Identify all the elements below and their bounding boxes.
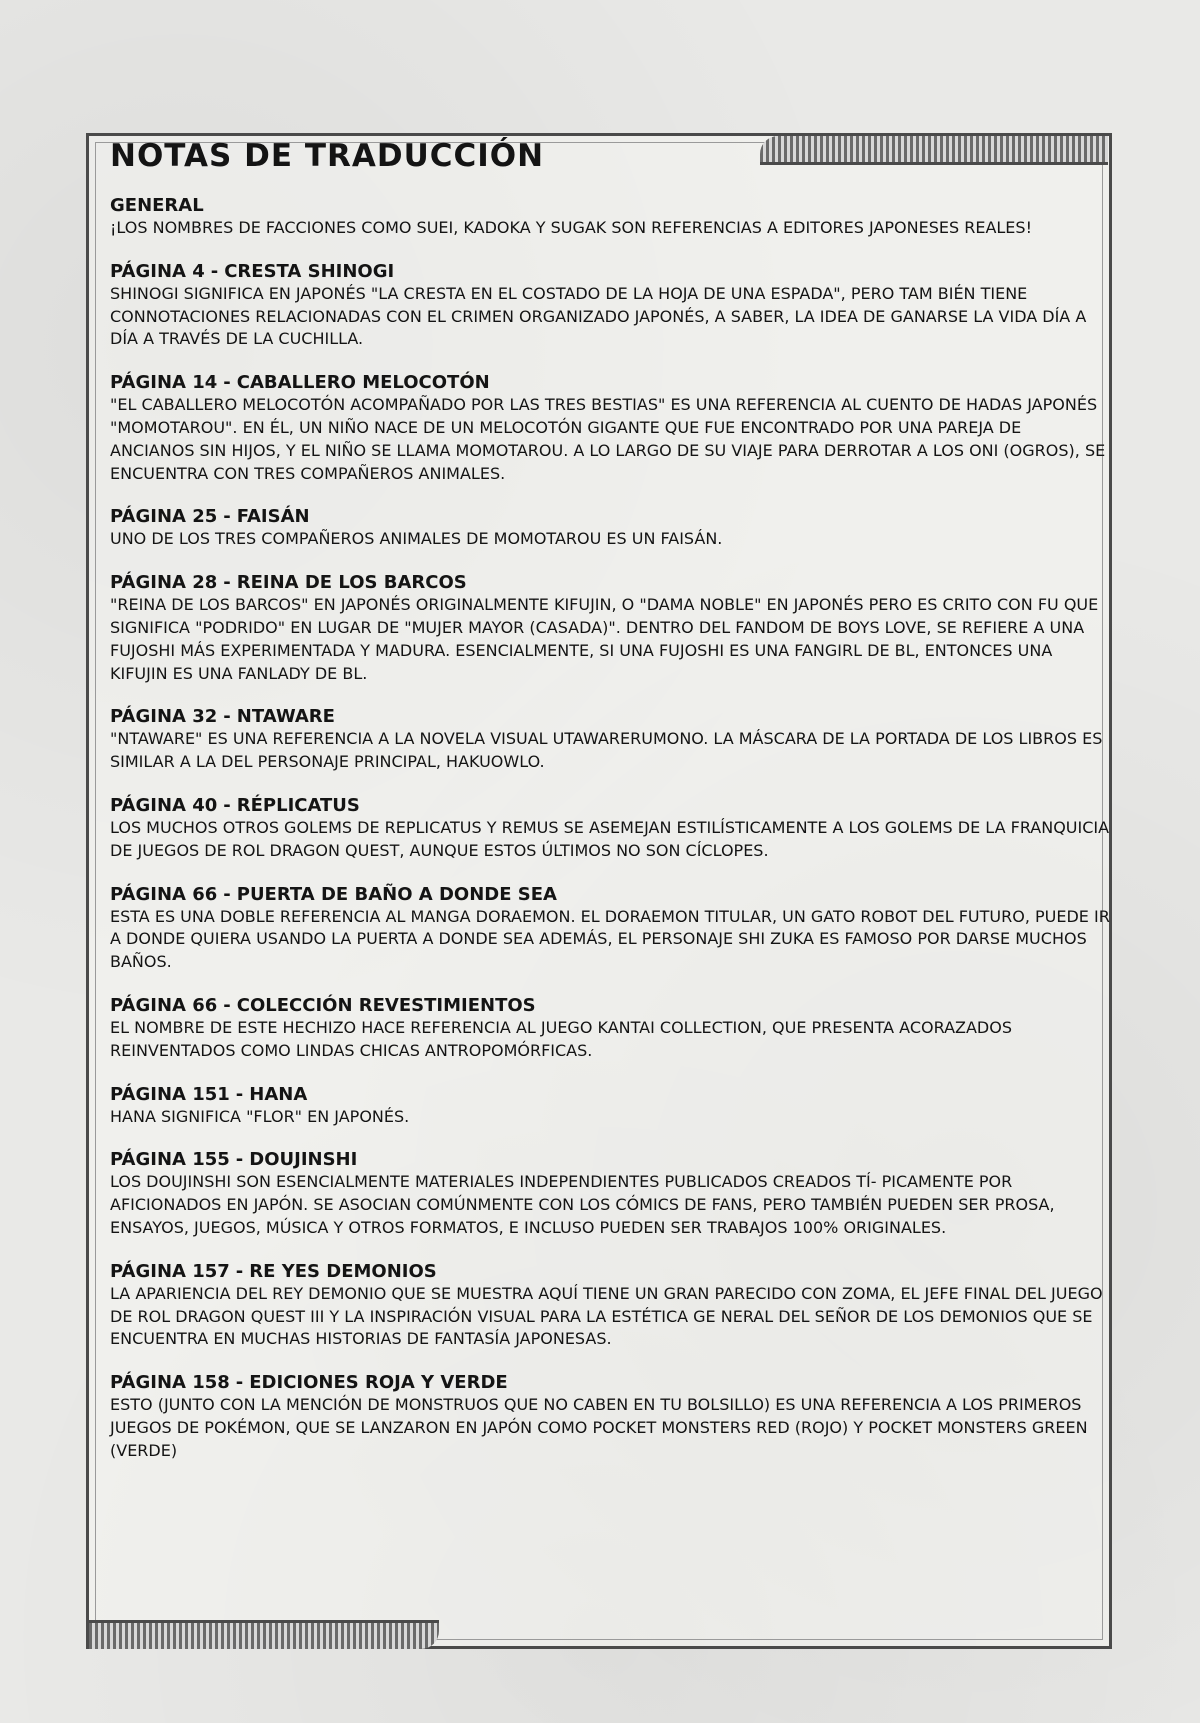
note-heading	[110, 571, 1110, 594]
heading-separator: -	[223, 506, 231, 528]
translation-note	[110, 505, 1110, 551]
translation-note	[110, 194, 1110, 240]
heading-separator: -	[223, 994, 231, 1016]
note-page-label: PÁGINA 28	[110, 572, 218, 594]
heading-separator: -	[223, 372, 231, 394]
heading-separator: -	[235, 1372, 244, 1394]
note-topic: CRESTA SHINOGI	[224, 260, 395, 282]
note-heading	[110, 994, 1110, 1017]
translation-note	[110, 883, 1110, 974]
note-topic: HANA	[249, 1083, 308, 1105]
heading-separator: -	[235, 1260, 244, 1282]
note-heading	[110, 505, 1110, 528]
note-body: LOS MUCHOS OTROS GOLEMS DE REPLICATUS Y REMUS SE ASEMEJAN ESTILÍSTICAMENTE A LOS GOLEMS DE LA FRANQUICIA DE JUEGOS DE ROL DRAGON QUEST, AUNQUE ESTOS ÚLTIMOS NO SON CÍCLOPES.	[110, 817, 1110, 860]
heading-separator: -	[210, 260, 219, 282]
translation-note	[110, 794, 1110, 863]
decorative-stripe-bottom	[89, 1620, 439, 1649]
note-heading	[110, 1148, 1110, 1171]
note-body: "NTAWARE" ES UNA REFERENCIA A LA NOVELA VISUAL UTAWARERUMONO. LA MÁSCARA DE LA PORTADA DE LOS LIBROS ES SIMILAR A LA DEL PERSONAJE PRINCIPAL, HAKUOWLO.	[110, 729, 1103, 772]
translation-note	[110, 1083, 1110, 1129]
heading-separator: -	[223, 572, 231, 594]
note-heading	[110, 1083, 1110, 1106]
note-page-label: PÁGINA 32	[110, 706, 218, 728]
note-topic: CABALLERO MELOCOTÓN	[236, 372, 490, 394]
translation-note	[110, 1260, 1110, 1351]
heading-separator: -	[235, 1149, 244, 1171]
note-heading	[110, 260, 1110, 283]
note-topic: PUERTA DE BAÑO A DONDE SEA	[236, 883, 557, 905]
translation-note	[110, 371, 1110, 485]
note-body: HANA SIGNIFICA "FLOR" EN JAPONÉS.	[110, 1106, 410, 1126]
note-body: LOS DOUJINSHI SON ESENCIALMENTE MATERIALES INDEPENDIENTES PUBLICADOS CREADOS TÍ- PICAMENTE POR AFICIONADOS EN JAPÓN. SE ASOCIAN COMÚNMENTE CON LOS CÓMICS DE FANS, PERO TAMBIÉN PUEDEN SER PROSA, ENSAYOS, JUEGOS, MÚSICA Y OTROS FORMATOS, E INCLUSO PUEDEN SER TRABAJOS 100% ORIGINALES.	[110, 1172, 1055, 1237]
note-topic: RÉPLICATUS	[236, 794, 360, 816]
heading-separator: -	[223, 706, 231, 728]
note-body: LA APARIENCIA DEL REY DEMONIO QUE SE MUESTRA AQUÍ TIENE UN GRAN PARECIDO CON ZOMA, EL JEFE FINAL DEL JUEGO DE ROL DRAGON QUEST III Y LA INSPIRACIÓN VISUAL PARA LA ESTÉTICA GE NERAL DEL SEÑOR DE LOS DEMONIOS QUE SE ENCUENTRA EN MUCHAS HISTORIAS DE FANTASÍA JAPONESAS.	[110, 1283, 1103, 1349]
note-body: "REINA DE LOS BARCOS" EN JAPONÉS ORIGINALMENTE KIFUJIN, O "DAMA NOBLE" EN JAPONÉS PERO ES CRITO CON FU QUE SIGNIFICA "PODRIDO" EN LUGAR DE "MUJER MAYOR (CASADA)". DENTRO DEL FANDOM DE BOYS LOVE, SE REFIERE A UNA FUJOSHI MÁS EXPERIMENTADA Y MADURA. ESENCIALMENTE, SI UNA FUJOSHI ES UNA FANGIRL DE BL, ENTONCES UNA KIFUJIN ES UNA FANLADY DE BL.	[110, 595, 1099, 683]
notes-content	[110, 138, 1110, 1483]
note-body: "EL CABALLERO MELOCOTÓN ACOMPAÑADO POR LAS TRES BESTIAS" ES UNA REFERENCIA AL CUENTO DE HADAS JAPONÉS "MOMOTAROU". EN ÉL, UN NIÑO NACE DE UN MELOCOTÓN GIGANTE QUE FUE ENCONTRADO POR UNA PAREJA DE ANCIANOS SIN HIJOS, Y EL NIÑO SE LLAMA MOMOTAROU. A LO LARGO DE SU VIAJE PARA DERROTAR A LOS ONI (OGROS), SE ENCUENTRA CON TRES COMPAÑEROS ANIMALES.	[110, 395, 1106, 483]
note-heading	[110, 194, 1110, 217]
note-page-label: PÁGINA 4	[110, 260, 205, 282]
note-heading	[110, 1260, 1110, 1283]
notes-list	[110, 194, 1110, 1463]
note-page-label: GENERAL	[110, 195, 204, 216]
translation-note	[110, 994, 1110, 1063]
note-body: SHINOGI SIGNIFICA EN JAPONÉS "LA CRESTA EN EL COSTADO DE LA HOJA DE UNA ESPADA", PERO TAM BIÉN TIENE CONNOTACIONES RELACIONADAS CON EL CRIMEN ORGANIZADO JAPONÉS, A SABER, LA IDEA DE GANARSE LA VIDA DÍA A DÍA A TRAVÉS DE LA CUCHILLA.	[110, 283, 1087, 349]
note-page-label: PÁGINA 66	[110, 994, 218, 1016]
note-heading	[110, 794, 1110, 817]
translation-note	[110, 260, 1110, 351]
note-page-label: PÁGINA 151	[110, 1083, 230, 1105]
note-topic: FAISÁN	[236, 506, 310, 528]
page-title: NOTAS DE TRADUCCIÓN	[110, 138, 545, 174]
note-topic: EDICIONES ROJA Y VERDE	[249, 1372, 508, 1394]
translation-note	[110, 1148, 1110, 1239]
translation-note	[110, 705, 1110, 774]
heading-separator: -	[223, 883, 231, 905]
note-page-label: PÁGINA 14	[110, 372, 218, 394]
translation-note	[110, 1371, 1110, 1462]
note-body: ESTO (JUNTO CON LA MENCIÓN DE MONSTRUOS QUE NO CABEN EN TU BOLSILLO) ES UNA REFERENCIA A LOS PRIMEROS JUEGOS DE POKÉMON, QUE SE LANZARON EN JAPÓN COMO POCKET MONSTERS RED (ROJO) Y POCKET MONSTERS GREEN (VERDE)	[110, 1395, 1088, 1460]
note-body: EL NOMBRE DE ESTE HECHIZO HACE REFERENCIA AL JUEGO KANTAI COLLECTION, QUE PRESENTA ACORAZADOS REINVENTADOS COMO LINDAS CHICAS ANTROPOMÓRFICAS.	[110, 1017, 1012, 1060]
note-heading	[110, 705, 1110, 728]
note-page-label: PÁGINA 158	[110, 1372, 230, 1394]
note-page-label: PÁGINA 157	[110, 1260, 230, 1282]
heading-separator: -	[223, 794, 231, 816]
note-topic: DOUJINSHI	[249, 1149, 358, 1171]
note-topic: RE YES DEMONIOS	[249, 1260, 437, 1282]
note-heading	[110, 883, 1110, 906]
note-body: ¡LOS NOMBRES DE FACCIONES COMO SUEI, KADOKA Y SUGAK SON REFERENCIAS A EDITORES JAPONESES REALES!	[110, 218, 1032, 237]
note-topic: NTAWARE	[236, 706, 335, 728]
note-page-label: PÁGINA 155	[110, 1149, 230, 1171]
note-body: UNO DE LOS TRES COMPAÑEROS ANIMALES DE MOMOTAROU ES UN FAISÁN.	[110, 529, 723, 549]
note-page-label: PÁGINA 25	[110, 506, 218, 528]
note-heading	[110, 1371, 1110, 1394]
note-page-label: PÁGINA 40	[110, 794, 218, 816]
note-heading	[110, 371, 1110, 394]
note-topic: COLECCIÓN REVESTIMIENTOS	[236, 994, 536, 1016]
note-topic: REINA DE LOS BARCOS	[236, 572, 467, 594]
translation-note	[110, 571, 1110, 685]
note-page-label: PÁGINA 66	[110, 883, 218, 905]
heading-separator: -	[235, 1083, 244, 1105]
note-body: ESTA ES UNA DOBLE REFERENCIA AL MANGA DORAEMON. EL DORAEMON TITULAR, UN GATO ROBOT DEL FUTURO, PUEDE IR A DONDE QUIERA USANDO LA PUERTA A DONDE SEA ADEMÁS, EL PERSONAJE SHI ZUKA ES FAMOSO POR DARSE MUCHOS BAÑOS.	[110, 906, 1110, 972]
